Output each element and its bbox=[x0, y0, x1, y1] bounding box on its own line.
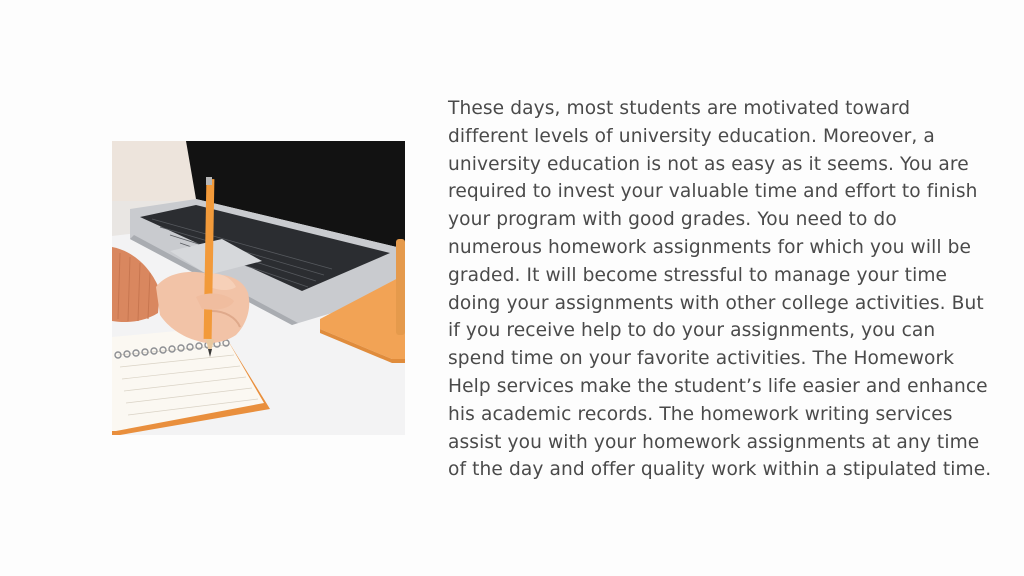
body-line: spend time on your favorite activities. The Homework bbox=[448, 348, 955, 370]
student-writing-photo bbox=[112, 141, 405, 435]
body-line: required to invest your valuable time and effort to finish bbox=[448, 181, 978, 203]
body-line: if you receive help to do your assignments, you can bbox=[448, 320, 936, 342]
body-line: Help services make the student’s life easier and enhance bbox=[448, 375, 988, 397]
body-line: of the day and offer quality work within a stipulated time. bbox=[448, 459, 992, 481]
body-line: graded. It will become stressful to manage your time bbox=[448, 264, 948, 286]
body-line: your program with good grades. You need to do bbox=[448, 209, 897, 231]
body-line: university education is not as easy as it seems. You are bbox=[448, 153, 969, 175]
body-line: These days, most students are motivated toward bbox=[448, 98, 911, 119]
body-line: different levels of university education. Moreover, a bbox=[448, 125, 935, 147]
body-line: numerous homework assignments for which you will be bbox=[448, 236, 972, 258]
body-line: doing your assignments with other college activities. But bbox=[448, 292, 984, 314]
body-line: his academic records. The homework writing services bbox=[448, 403, 953, 425]
body-paragraph bbox=[448, 95, 1008, 484]
body-line: assist you with your homework assignments at any time bbox=[448, 431, 980, 453]
